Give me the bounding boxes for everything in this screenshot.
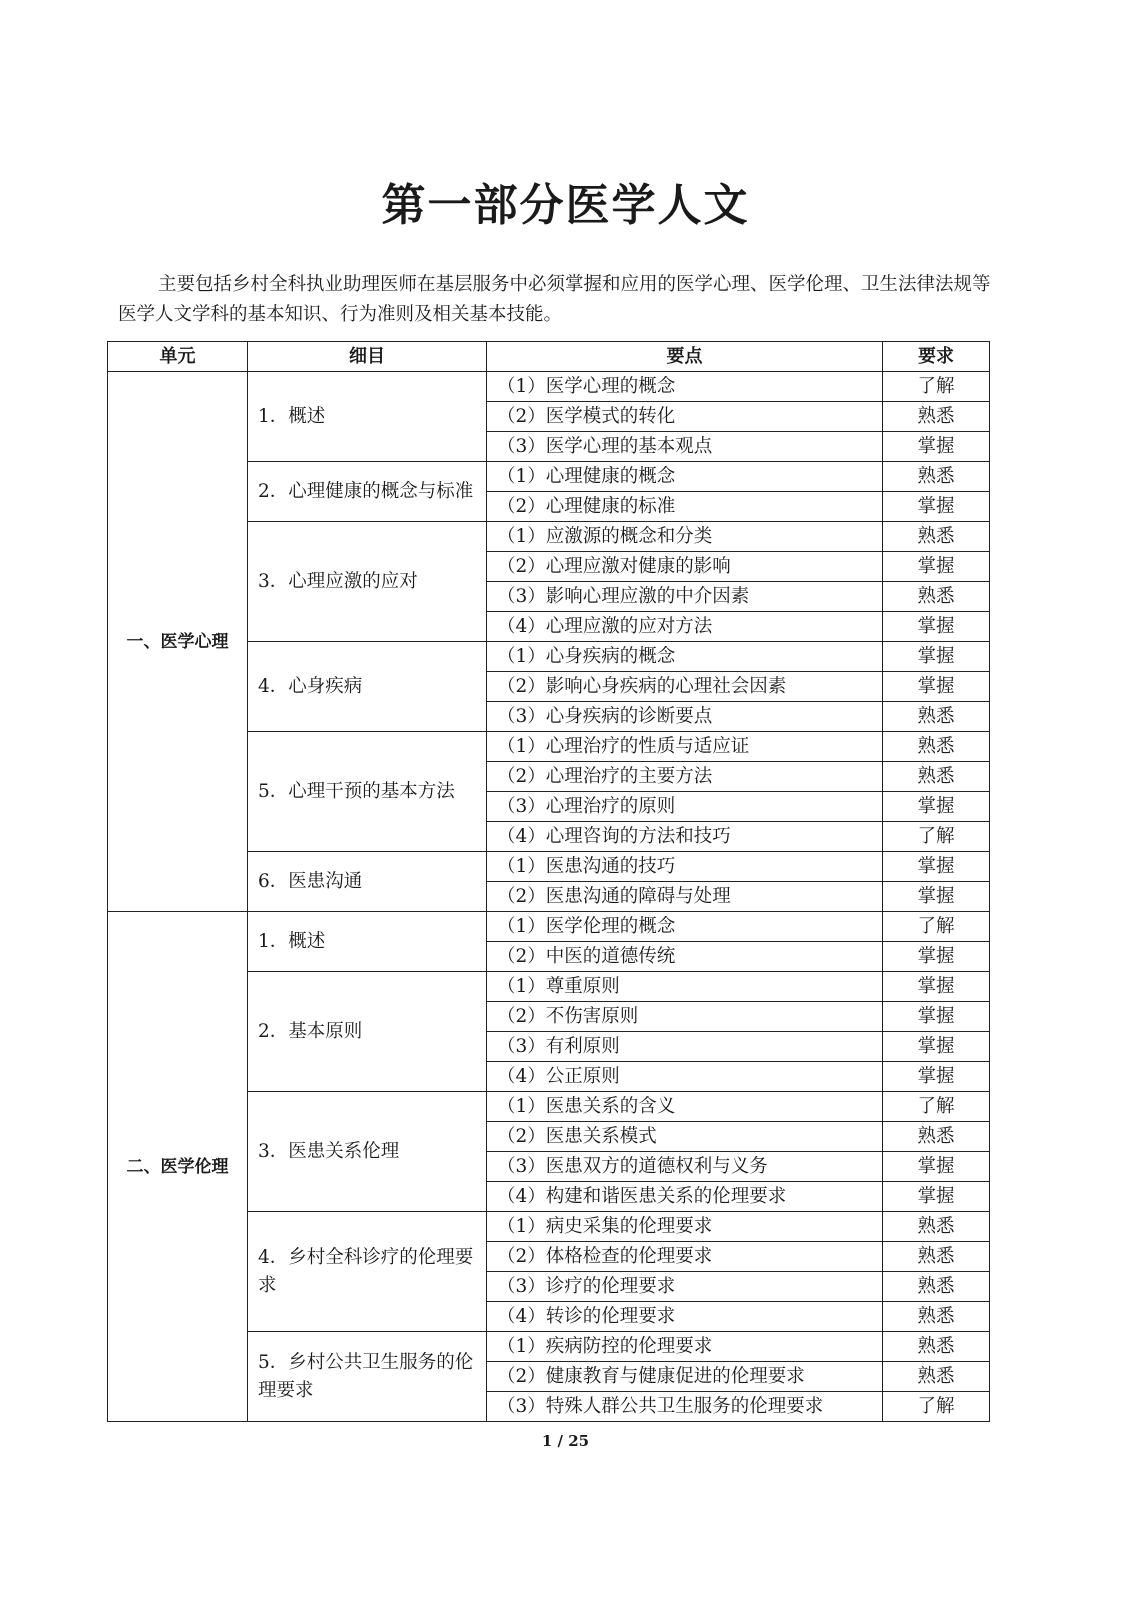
item-cell: 1．概述 (248, 912, 487, 972)
requirement-cell: 掌握 (883, 792, 990, 822)
point-cell: （2）心理应激对健康的影响 (487, 552, 883, 582)
requirement-cell: 掌握 (883, 942, 990, 972)
requirement-cell: 熟悉 (883, 762, 990, 792)
requirement-cell: 掌握 (883, 1062, 990, 1092)
requirement-cell: 熟悉 (883, 522, 990, 552)
header-point: 要点 (487, 342, 883, 372)
requirement-cell: 掌握 (883, 852, 990, 882)
point-cell: （1）应激源的概念和分类 (487, 522, 883, 552)
point-cell: （4）心理咨询的方法和技巧 (487, 822, 883, 852)
requirement-cell: 掌握 (883, 492, 990, 522)
requirement-cell: 掌握 (883, 1182, 990, 1212)
page-number: 1 / 25 (541, 1432, 590, 1450)
header-item: 细目 (248, 342, 487, 372)
unit-cell: 一、医学心理 (108, 372, 248, 912)
item-cell: 1．概述 (248, 372, 487, 462)
point-cell: （2）体格检查的伦理要求 (487, 1242, 883, 1272)
requirement-cell: 掌握 (883, 432, 990, 462)
requirement-cell: 掌握 (883, 612, 990, 642)
requirement-cell: 熟悉 (883, 1362, 990, 1392)
requirement-cell: 了解 (883, 372, 990, 402)
table-header-row (108, 342, 990, 372)
table-row (108, 372, 990, 402)
requirement-cell: 熟悉 (883, 702, 990, 732)
requirement-cell: 熟悉 (883, 582, 990, 612)
point-cell: （3）有利原则 (487, 1032, 883, 1062)
requirement-cell: 熟悉 (883, 1212, 990, 1242)
syllabus-body (108, 372, 990, 1422)
requirement-cell: 掌握 (883, 1032, 990, 1062)
point-cell: （1）医患关系的含义 (487, 1092, 883, 1122)
requirement-cell: 掌握 (883, 882, 990, 912)
point-cell: （3）特殊人群公共卫生服务的伦理要求 (487, 1392, 883, 1422)
point-cell: （4）构建和谐医患关系的伦理要求 (487, 1182, 883, 1212)
point-cell: （1）医患沟通的技巧 (487, 852, 883, 882)
header-unit: 单元 (108, 342, 248, 372)
point-cell: （2）医学模式的转化 (487, 402, 883, 432)
requirement-cell: 熟悉 (883, 1122, 990, 1152)
point-cell: （1）心理健康的概念 (487, 462, 883, 492)
point-cell: （2）医患沟通的障碍与处理 (487, 882, 883, 912)
requirement-cell: 熟悉 (883, 1302, 990, 1332)
unit-cell: 二、医学伦理 (108, 912, 248, 1422)
point-cell: （2）中医的道德传统 (487, 942, 883, 972)
item-cell: 3．医患关系伦理 (248, 1092, 487, 1212)
point-cell: （1）医学伦理的概念 (487, 912, 883, 942)
point-cell: （1）病史采集的伦理要求 (487, 1212, 883, 1242)
requirement-cell: 熟悉 (883, 462, 990, 492)
point-cell: （2）不伤害原则 (487, 1002, 883, 1032)
item-cell: 4．乡村全科诊疗的伦理要求 (248, 1212, 487, 1332)
point-cell: （2）心理治疗的主要方法 (487, 762, 883, 792)
point-cell: （2）医患关系模式 (487, 1122, 883, 1152)
item-cell: 5．心理干预的基本方法 (248, 732, 487, 852)
requirement-cell: 了解 (883, 912, 990, 942)
point-cell: （2）心理健康的标准 (487, 492, 883, 522)
item-cell: 2．基本原则 (248, 972, 487, 1092)
requirement-cell: 了解 (883, 1092, 990, 1122)
requirement-cell: 熟悉 (883, 1272, 990, 1302)
item-cell: 4．心身疾病 (248, 642, 487, 732)
item-cell: 3．心理应激的应对 (248, 522, 487, 642)
requirement-cell: 掌握 (883, 642, 990, 672)
point-cell: （4）转诊的伦理要求 (487, 1302, 883, 1332)
requirement-cell: 掌握 (883, 972, 990, 1002)
requirement-cell: 熟悉 (883, 1242, 990, 1272)
requirement-cell: 熟悉 (883, 732, 990, 762)
requirement-cell: 掌握 (883, 552, 990, 582)
item-cell: 2．心理健康的概念与标准 (248, 462, 487, 522)
point-cell: （1）医学心理的概念 (487, 372, 883, 402)
page-title: 第一部分医学人文 (381, 180, 750, 231)
header-requirement: 要求 (883, 342, 990, 372)
requirement-cell: 了解 (883, 822, 990, 852)
point-cell: （1）心身疾病的概念 (487, 642, 883, 672)
requirement-cell: 掌握 (883, 1152, 990, 1182)
point-cell: （1）尊重原则 (487, 972, 883, 1002)
requirement-cell: 掌握 (883, 672, 990, 702)
requirement-cell: 了解 (883, 1392, 990, 1422)
point-cell: （1）疾病防控的伦理要求 (487, 1332, 883, 1362)
point-cell: （3）心身疾病的诊断要点 (487, 702, 883, 732)
point-cell: （4）公正原则 (487, 1062, 883, 1092)
point-cell: （2）健康教育与健康促进的伦理要求 (487, 1362, 883, 1392)
requirement-cell: 掌握 (883, 1002, 990, 1032)
point-cell: （3）心理治疗的原则 (487, 792, 883, 822)
intro-paragraph: 主要包括乡村全科执业助理医师在基层服务中必须掌握和应用的医学心理、医学伦理、卫生法律法规等医学人文学科的基本知识、行为准则及相关基本技能。 (118, 274, 991, 325)
requirement-cell: 熟悉 (883, 402, 990, 432)
point-cell: （3）影响心理应激的中介因素 (487, 582, 883, 612)
requirement-cell: 熟悉 (883, 1332, 990, 1362)
item-cell: 6．医患沟通 (248, 852, 487, 912)
point-cell: （1）心理治疗的性质与适应证 (487, 732, 883, 762)
table-row (108, 912, 990, 942)
point-cell: （3）医患双方的道德权利与义务 (487, 1152, 883, 1182)
item-cell: 5．乡村公共卫生服务的伦理要求 (248, 1332, 487, 1422)
point-cell: （4）心理应激的应对方法 (487, 612, 883, 642)
point-cell: （3）诊疗的伦理要求 (487, 1272, 883, 1302)
syllabus-table (107, 341, 990, 1422)
point-cell: （3）医学心理的基本观点 (487, 432, 883, 462)
point-cell: （2）影响心身疾病的心理社会因素 (487, 672, 883, 702)
